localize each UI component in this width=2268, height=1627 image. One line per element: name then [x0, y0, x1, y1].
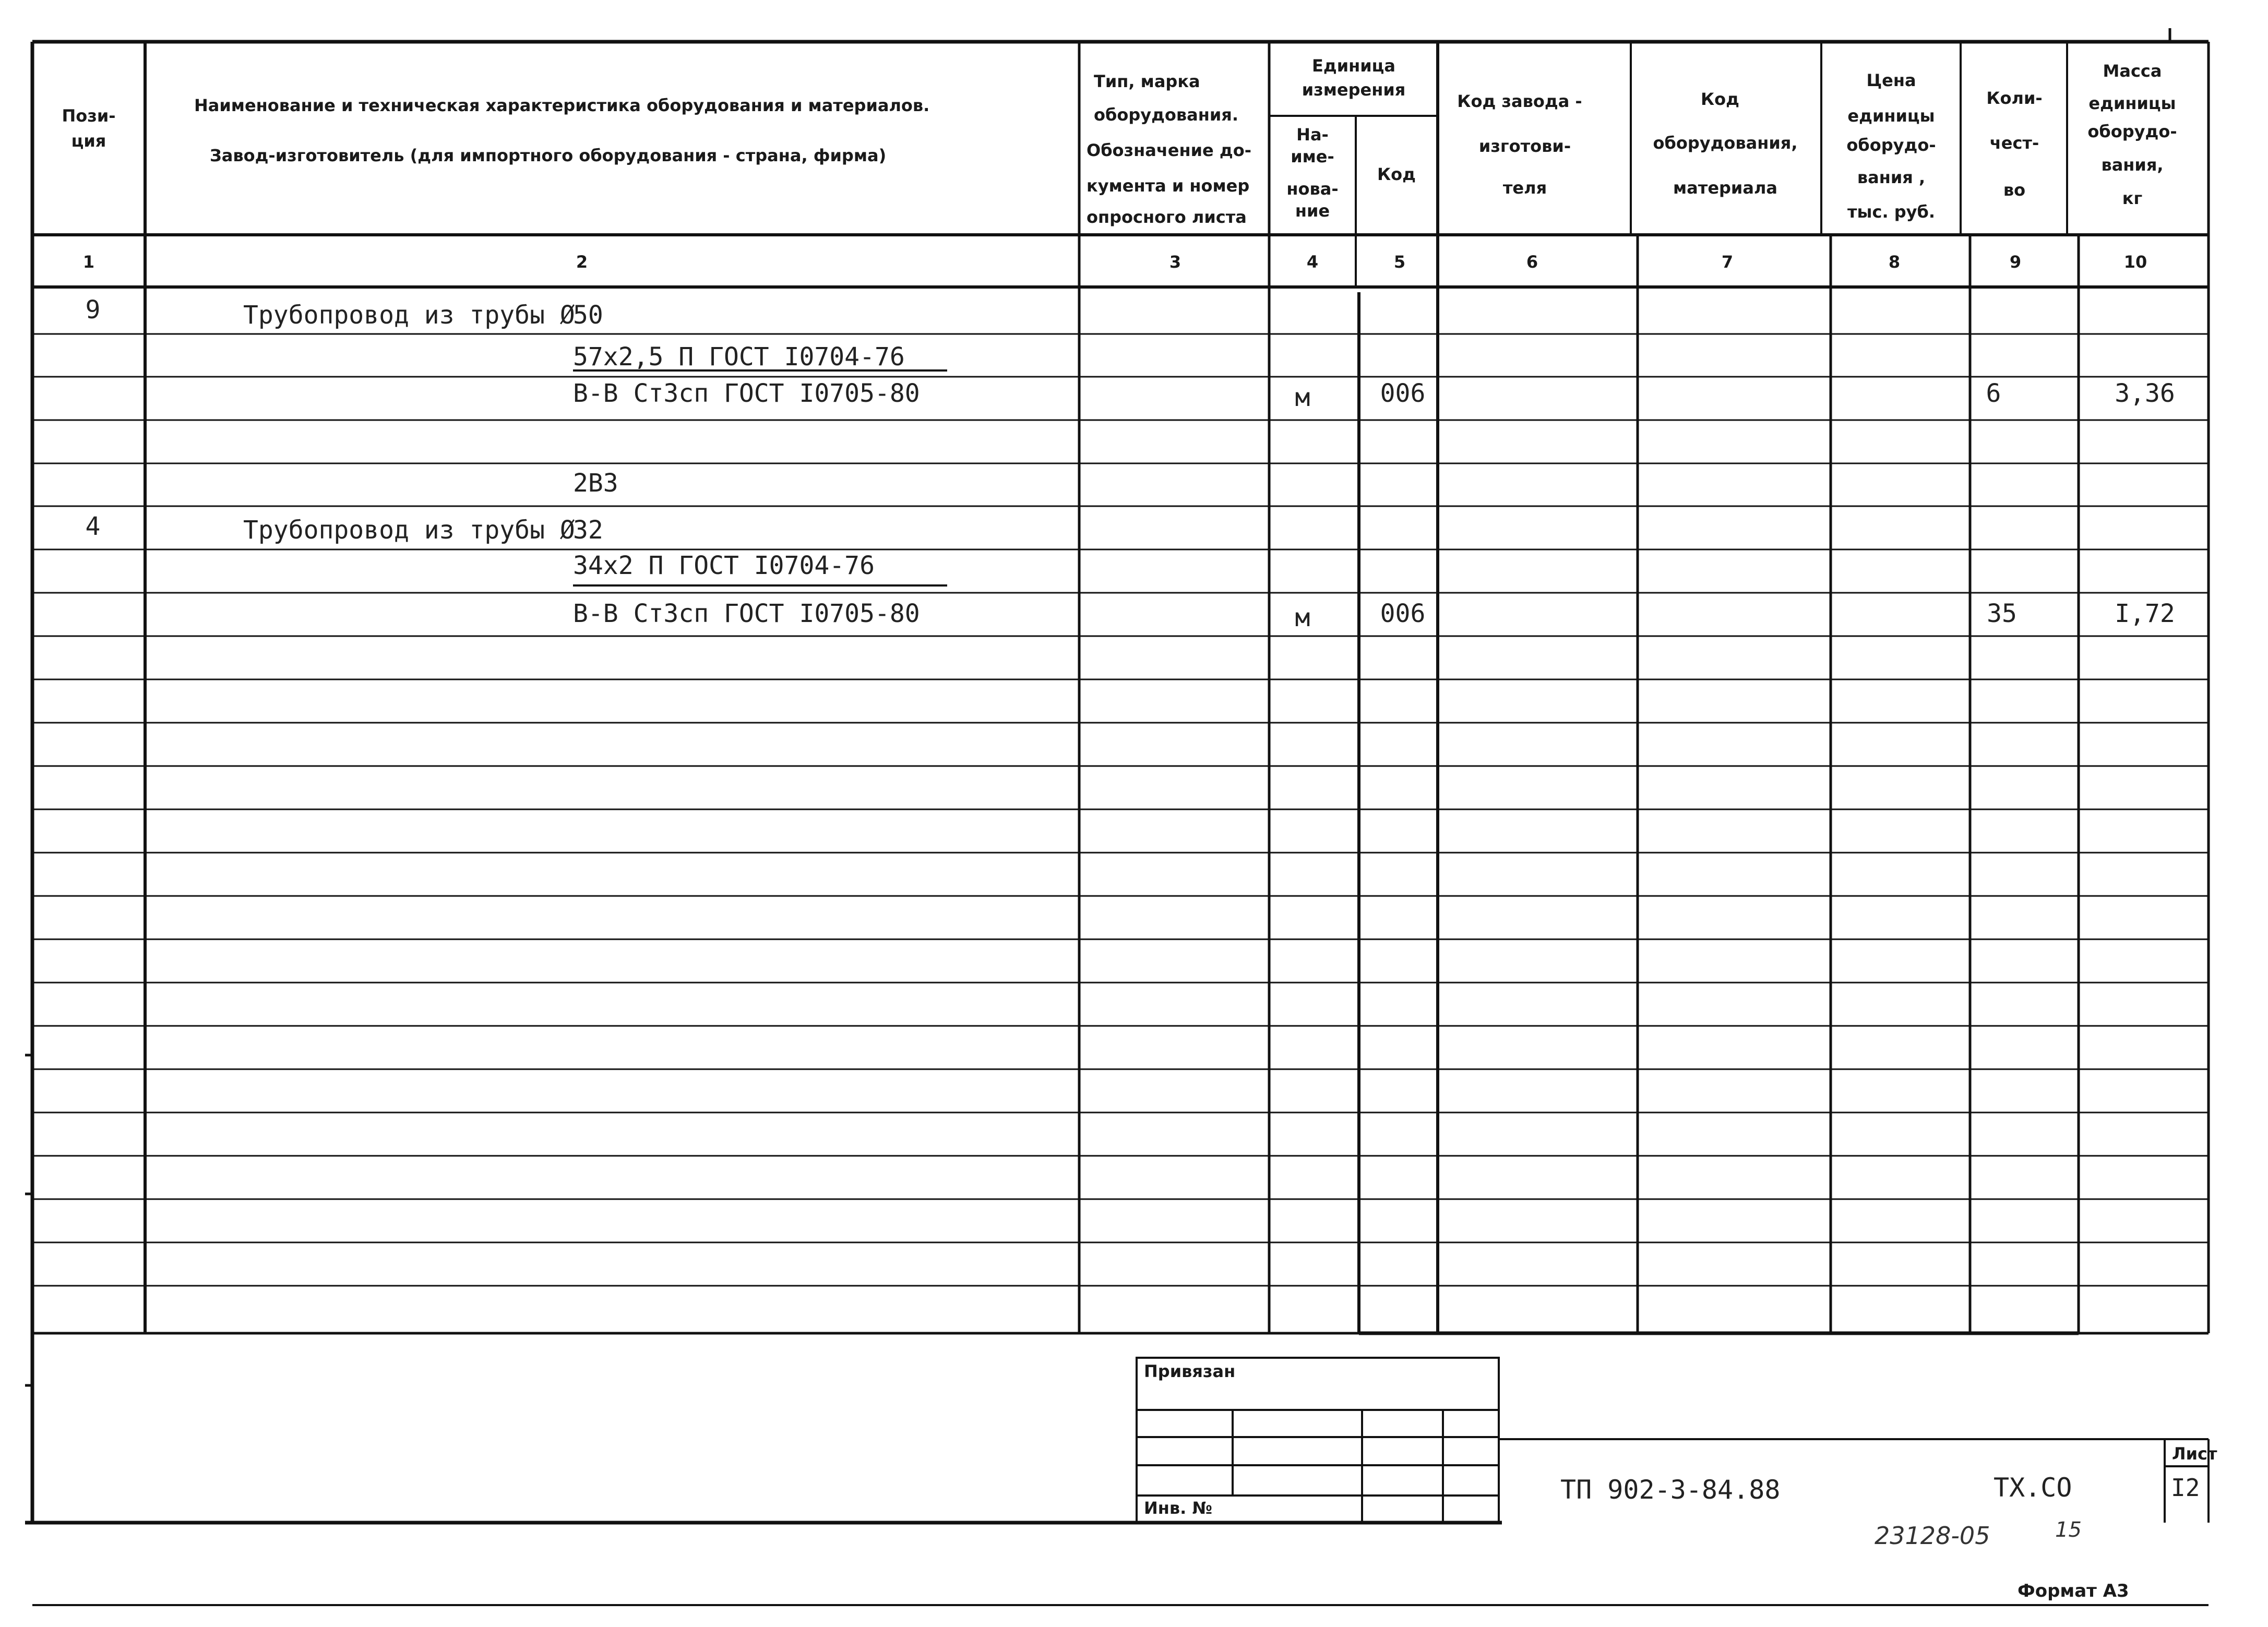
header-qty-l3: во: [2003, 180, 2026, 200]
header-unit-l2: измерения: [1302, 80, 1406, 100]
header-type-l4: кумента и номер: [1087, 176, 1250, 196]
row-6-name-b: 34х2 П ГОСТ I0704-76: [573, 551, 875, 580]
header-price-l2: единицы: [1847, 106, 1935, 126]
format-label: Формат А3: [2018, 1581, 2129, 1601]
row-5-name-b: 32: [573, 516, 603, 545]
row-7-unit: м: [1295, 603, 1310, 632]
row-2-code: 006: [1380, 379, 1426, 408]
stamp-sheet-label: Лист: [2172, 1444, 2217, 1464]
row-7-qty: 35: [1987, 599, 2017, 628]
header-mass-l2: единицы: [2088, 93, 2176, 113]
stamp-privyazan: Привязан: [1144, 1361, 1236, 1381]
header-unitcode: Код: [1377, 164, 1416, 184]
stamp-section: ТХ.СО: [1994, 1473, 2072, 1503]
header-unitname-l4: ние: [1295, 201, 1330, 221]
row-0-name-a: Трубопровод из трубы Ø: [243, 301, 575, 330]
header-plant-l2: изготови-: [1478, 136, 1571, 156]
header-plant-l3: теля: [1502, 178, 1547, 198]
colnum-4: 4: [1306, 252, 1319, 272]
header-mass-l3: оборудо-: [2087, 122, 2177, 141]
colnum-2: 2: [576, 252, 588, 272]
colnum-10: 10: [2123, 252, 2147, 272]
header-equip-l1: Код: [1701, 89, 1739, 109]
header-name-line1: Наименование и техническая характеристика оборудования и материалов.: [194, 95, 930, 115]
row-5-name-a: Трубопровод из трубы Ø: [243, 516, 575, 545]
archive-number: 23128-05: [1875, 1522, 1990, 1550]
row-7-code: 006: [1380, 599, 1426, 628]
header-unitname-l2: име-: [1291, 147, 1334, 166]
page-number: 15: [2055, 1518, 2082, 1542]
colnum-5: 5: [1393, 252, 1406, 272]
stamp-inv-no: Инв. №: [1144, 1498, 1212, 1518]
header-name-line2: Завод-изготовитель (для импортного оборудования - страна, фирма): [210, 146, 887, 165]
header-mass-l4: вания,: [2101, 155, 2164, 175]
row-2-qty: 6: [1986, 379, 2001, 408]
header-type-l5: опросного листа: [1087, 207, 1247, 227]
colnum-6: 6: [1526, 252, 1538, 272]
header-unitname-l3: нова-: [1286, 179, 1339, 199]
header-type-l2: оборудования.: [1094, 105, 1238, 125]
header-plant-l1: Код завода -: [1457, 91, 1582, 111]
colnum-3: 3: [1169, 252, 1181, 272]
header-unitname-l1: На-: [1296, 125, 1329, 145]
header-qty-l2: чест-: [1989, 133, 2039, 153]
header-type-l3: Обозначение до-: [1087, 140, 1251, 160]
header-equip-l3: материала: [1673, 178, 1777, 198]
header-price-l5: тыс. руб.: [1847, 202, 1936, 222]
header-mass-l5: кг: [2122, 188, 2143, 208]
header-qty-l1: Коли-: [1986, 88, 2043, 108]
row-7-name-b: В-В Ст3сп ГОСТ I0705-80: [573, 599, 920, 628]
row-1-name-b: 57х2,5 П ГОСТ I0704-76: [573, 342, 905, 372]
header-price-l1: Цена: [1866, 70, 1916, 90]
header-position: Пози- ция: [62, 106, 116, 151]
header-type-l1: Тип, марка: [1094, 71, 1200, 91]
row-2-name-b: В-В Ст3сп ГОСТ I0705-80: [573, 379, 920, 408]
stamp-sheet-no: I2: [2171, 1474, 2200, 1502]
row-2-unit: м: [1295, 383, 1310, 412]
colnum-7: 7: [1721, 252, 1734, 272]
colnum-8: 8: [1888, 252, 1901, 272]
row-0-position: 9: [85, 295, 101, 325]
colnum-1: 1: [82, 252, 95, 272]
header-equip-l2: оборудования,: [1653, 133, 1798, 153]
header-price-l4: вания ,: [1857, 168, 1926, 187]
colnum-9: 9: [2009, 252, 2022, 272]
row-2-mass: 3,36: [2115, 379, 2175, 408]
stamp-doc-code: ТП 902-3-84.88: [1560, 1475, 1781, 1505]
header-unit-l1: Единица: [1312, 56, 1395, 76]
row-5-position: 4: [85, 512, 101, 541]
row-0-name-b: 50: [573, 301, 603, 330]
row-7-mass: I,72: [2115, 599, 2175, 628]
header-price-l3: оборудо-: [1846, 135, 1936, 155]
row-4-name-b: 2В3: [573, 469, 618, 498]
header-mass-l1: Масса: [2103, 61, 2162, 81]
